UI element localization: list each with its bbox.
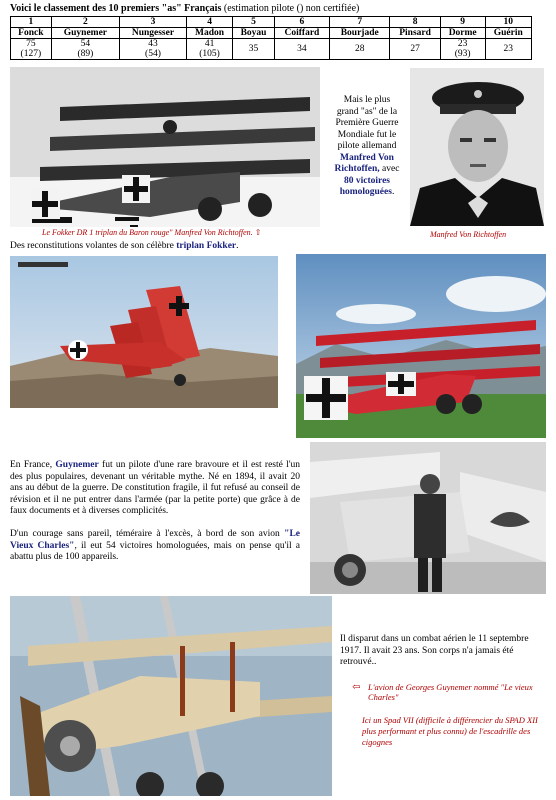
- page-title: [10, 3, 359, 14]
- portrait-caption: Manfred Von Richtoffen: [430, 230, 507, 239]
- victory-estimate: (93): [454, 49, 471, 59]
- name-row: [11, 28, 532, 39]
- pilot-name-cell: Madon: [186, 28, 232, 39]
- victory-count: 54: [80, 39, 91, 49]
- rank-cell: 3: [120, 17, 187, 28]
- victory-estimate: (105): [199, 49, 220, 59]
- victory-estimate: (89): [77, 49, 94, 59]
- pilot-name-cell: Dorme: [440, 28, 485, 39]
- ranking-table: [10, 16, 532, 60]
- guynemer-paragraph-1: En France, Guynemer fut un pilote d'une rare bravoure et il est resté l'un des plus populaires, devenant un véritable mythe. Né en 1894, il avait 20 ans au début de la guerre. De constitution fragile, il fut refusé au conseil de révision et il ne put entrer dans l'armée (par la petite porte) que grâce à de faux documents et à diverses complicités.: [10, 460, 301, 516]
- triplane-parked-photo: [296, 254, 546, 438]
- rank-cell: 9: [440, 17, 485, 28]
- pilot-name-cell: Guynemer: [51, 28, 119, 39]
- victory-count: 23: [503, 44, 514, 54]
- richthofen-avec: avec: [382, 164, 400, 174]
- rank-cell: 1: [11, 17, 52, 28]
- victory-count: 28: [354, 44, 365, 54]
- fokker-snow-photo: [10, 67, 320, 227]
- rank-cell: 4: [186, 17, 232, 28]
- rank-row: [11, 17, 532, 28]
- victory-count: 35: [248, 44, 259, 54]
- victory-cell: [11, 39, 52, 60]
- richthofen-victories: 80 victoires homologuées: [339, 175, 392, 197]
- spad-caption: Ici un Spad VII (difficile à différencier du SPAD XII plus performant et plus connu) de l'escadrille des cigognes: [362, 715, 538, 747]
- richthofen-intro: Mais le plus grand "as" de la Première Guerre Mondiale fut le pilote allemand: [335, 95, 399, 151]
- rank-cell: 5: [233, 17, 275, 28]
- pilot-name-cell: Boyau: [233, 28, 275, 39]
- pilot-name-cell: Coiffard: [274, 28, 329, 39]
- title-bold: Voici le classement des 10 premiers "as" Français: [10, 3, 222, 14]
- victory-cell: [274, 39, 329, 60]
- reconstitution-text: Des reconstitutions volantes de son célèbre: [10, 241, 174, 251]
- pilot-name-cell: Nungesser: [120, 28, 187, 39]
- victory-row: [11, 39, 532, 60]
- pilot-name-cell: Bourjade: [330, 28, 390, 39]
- victory-count: 27: [410, 44, 420, 54]
- rank-cell: 2: [51, 17, 119, 28]
- pilot-name-cell: Guérin: [485, 28, 531, 39]
- richthofen-name: Manfred Von Richtoffen,: [334, 152, 394, 174]
- victory-count: 34: [297, 44, 307, 54]
- victory-cell: [440, 39, 485, 60]
- victory-estimate: (54): [145, 49, 161, 59]
- victory-cell: [186, 39, 232, 60]
- arrow-left-icon: ⇦: [352, 682, 361, 693]
- triplane-flying-photo: [10, 256, 278, 408]
- victory-count: 23: [457, 39, 468, 49]
- plane-name: "Le Vieux Charles": [10, 529, 300, 551]
- guynemer-paragraph-2: D'un courage sans pareil, téméraire à l'excès, à bord de son avion "Le Vieux Charles", il eut 54 victoires homologuées, mais on pense qu'il a abattu plus de 100 appareils.: [10, 529, 300, 562]
- rank-cell: 7: [330, 17, 390, 28]
- victory-count: 43: [148, 39, 158, 49]
- plane-caption: L'avion de Georges Guynemer nommé "Le vieux Charles": [368, 682, 533, 702]
- victory-cell: [485, 39, 531, 60]
- title-note: (estimation pilote () non certifiée): [223, 3, 360, 14]
- spad-photo: [10, 596, 332, 796]
- victory-cell: [51, 39, 119, 60]
- victory-count: 75: [26, 39, 36, 49]
- victory-estimate: (127): [20, 49, 42, 59]
- victory-cell: [233, 39, 275, 60]
- fokker-caption: Le Fokker DR 1 triplan du Baron rouge" Manfred Von Richtoffen. ⇧: [42, 228, 262, 237]
- rank-cell: 8: [390, 17, 440, 28]
- pilot-name-cell: Pinsard: [390, 28, 440, 39]
- richthofen-portrait: [410, 68, 544, 226]
- victory-cell: [120, 39, 187, 60]
- guynemer-photo: [310, 442, 546, 594]
- richthofen-text: Mais le plus grand "as" de la Première Guerre Mondiale fut le pilote allemand Manfred Von Richtoffen, avec 80 victoires homologuées.: [334, 95, 400, 197]
- rank-cell: 10: [485, 17, 531, 28]
- reconstitution-bold: triplan Fokker: [176, 241, 237, 251]
- rank-cell: 6: [274, 17, 329, 28]
- victory-cell: [330, 39, 390, 60]
- guynemer-name: Guynemer: [55, 460, 99, 470]
- victory-cell: [390, 39, 440, 60]
- death-text: Il disparut dans un combat aérien le 11 septembre 1917. Il avait 23 ans. Son corps n'a jamais été retrouvé..: [340, 634, 529, 667]
- pilot-name-cell: Fonck: [11, 28, 52, 39]
- victory-count: 41: [204, 39, 215, 49]
- reconstitution-line: Des reconstitutions volantes de son célèbre triplan Fokker.: [10, 241, 239, 251]
